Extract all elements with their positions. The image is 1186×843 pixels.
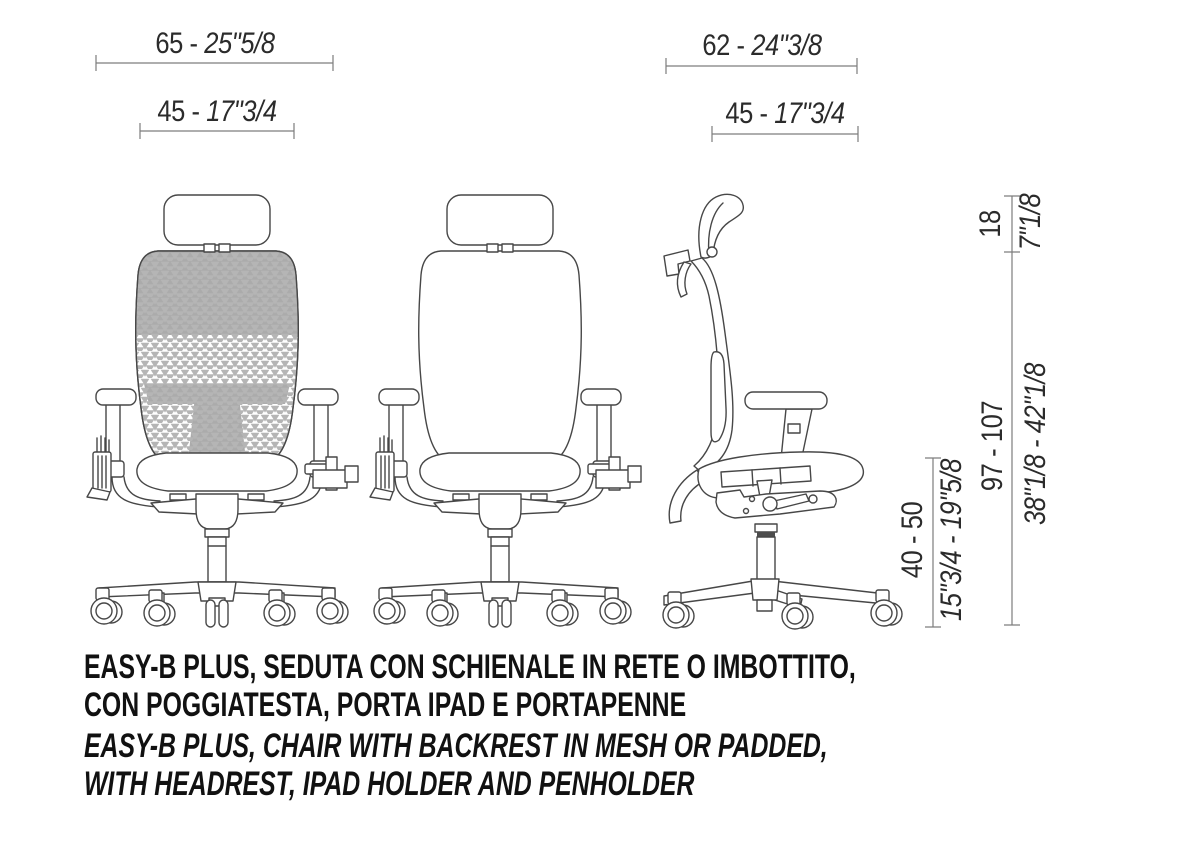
chair-front-view-mesh [87, 195, 358, 627]
dim-chair-depth-imperial: 24"3/8 [751, 29, 822, 62]
caption-english-line2: WITH HEADREST, IPAD HOLDER AND PENHOLDER [84, 765, 695, 803]
dim-seat-width-imperial: 17"3/4 [206, 95, 277, 128]
gas-lift-side [755, 524, 777, 584]
adjust-lever [763, 497, 777, 511]
caption-english-line1: EASY-B PLUS, CHAIR WITH BACKREST IN MESH OR PADDED, [84, 727, 828, 765]
dim-separator: - [182, 27, 205, 60]
backrest-padded [419, 251, 582, 461]
dim-seat-height-metric: 40 - 50 [896, 501, 929, 579]
mechanism-side [716, 490, 836, 518]
penholder-side [677, 262, 691, 297]
caption-italian-line2: CON POGGIATESTA, PORTA IPAD E PORTAPENNE [84, 686, 687, 724]
dim-seat-width-metric: 45 [157, 95, 185, 128]
dim-seat-depth-metric: 45 [725, 97, 753, 130]
caption-italian-line1: EASY-B PLUS, SEDUTA CON SCHIENALE IN RETE O IMBOTTITO, [84, 648, 856, 686]
dim-separator: - [729, 29, 752, 62]
dim-back-height-imperial: 38"1/8 - 42"1/8 [1019, 362, 1052, 526]
dim-chair-width-metric: 65 [155, 27, 183, 60]
dim-chair-depth [702, 29, 821, 63]
chair-side-view [663, 194, 902, 629]
dim-seat-depth [725, 97, 844, 131]
dim-seat-width [157, 95, 276, 129]
dim-headrest-height-metric: 18 [974, 210, 1007, 238]
dim-back-height-metric: 97 - 107 [976, 400, 1009, 492]
dim-headrest-height-imperial: 7"1/8 [1014, 193, 1047, 251]
dim-chair-width-imperial: 25"5/8 [204, 27, 275, 60]
chair-front-view-padded [370, 195, 641, 627]
dim-chair-depth-metric: 62 [702, 29, 730, 62]
mesh-texture [136, 251, 298, 462]
dim-seat-height-imperial: 15"3/4 - 19"5/8 [935, 458, 968, 622]
dim-chair-width [155, 27, 274, 61]
dim-separator: - [752, 97, 775, 130]
product-caption [84, 648, 1141, 803]
base-side [664, 579, 886, 611]
dim-separator: - [184, 95, 207, 128]
dim-seat-depth-imperial: 17"3/4 [774, 97, 845, 130]
